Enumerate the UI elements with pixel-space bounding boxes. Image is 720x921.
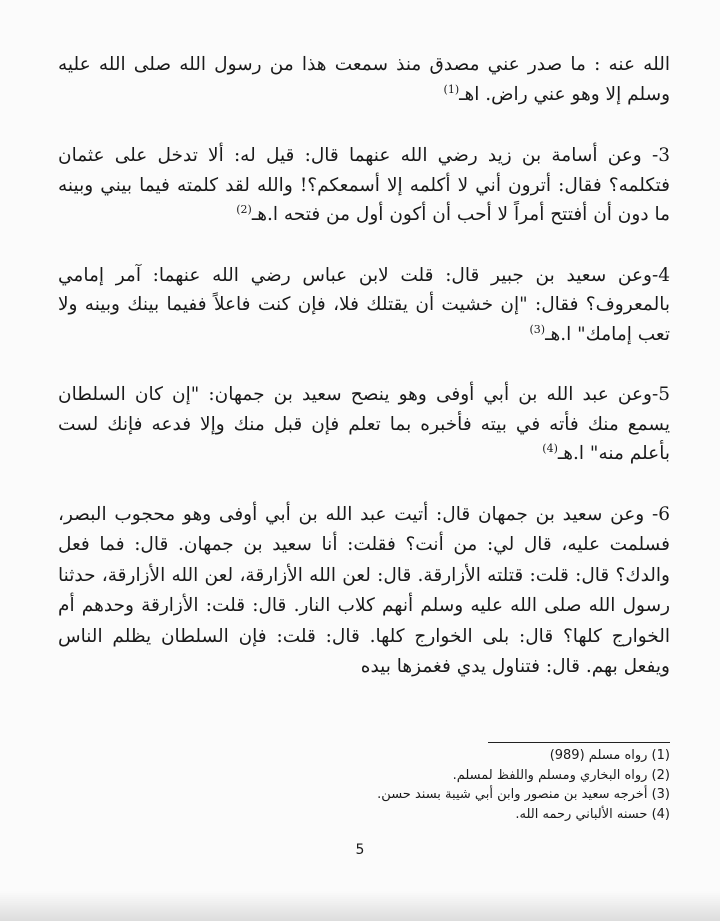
- page-number: 5: [355, 842, 365, 858]
- footnote-ref: (2): [236, 202, 252, 216]
- footnote-divider: [488, 742, 670, 743]
- footnote-ref: (3): [529, 322, 546, 336]
- footnote: (4) حسنه الألباني رحمه الله.: [515, 806, 670, 822]
- paragraph: 3- وعن أسامة بن زيد رضي الله عنهما قال: قيل له: ألا تدخل على عثمان فتكلمه؟ فقال: أترون أني لا أكلمه إلا أسمعكم؟! والله لقد كلمته فيما بيني وبينه ما دون أن أفتتح أمراً لا أحب أن أكون أول من فتحه ا.هـ$^{(2)}$: [58, 145, 670, 225]
- footnotes: [350, 746, 670, 824]
- footnote-ref: (1): [443, 82, 460, 96]
- footnote: (1) رواه مسلم (989): [549, 748, 670, 763]
- paragraph: 4-وعن سعيد بن جبير قال: قلت لابن عباس رضي الله عنهما: آمر إمامي بالمعروف؟ فقال: "إن خشيت أن يقتلك فلا، فإن كنت فاعلاً ففيما بينك وبينه ولا تعب إمامك" ا.هـ$^{(3)}$: [58, 264, 670, 345]
- paragraph: 5-وعن عبد الله بن أبي أوفى وهو ينصح سعيد بن جمهان: "إن كان السلطان يسمع منك فأته في بيته فأخبره بما تعلم فإن قبل منك وإلا فدعه فإنك لست بأعلم منه" ا.هـ$^{(4)}$: [58, 384, 670, 464]
- footnote: (3) أخرجه سعيد بن منصور وابن أبي شيبة بسند حسن.: [377, 787, 670, 802]
- main-text: [58, 50, 670, 683]
- paragraph: الله عنه : ما صدر عني مصدق منذ سمعت هذا من رسول الله صلى الله عليه وسلم إلا وهو عني راض. اهـ$^{(1)}$: [58, 54, 670, 105]
- footnote: (2) رواه البخاري ومسلم واللفظ لمسلم.: [452, 767, 670, 783]
- paragraph: 6- وعن سعيد بن جمهان قال: أتيت عبد الله بن أبي أوفى وهو محجوب البصر، فسلمت عليه، قال لي: من أنت؟ فقلت: أنا سعيد بن جمهان. قال: فما فعل والدك؟ قال: قلت: قتلته الأزارقة. قال: لعن الله الأزارقة، لعن الله الأزارقة، حدثنا رسول الله صلى الله عليه وسلم أنهم كلاب النار. قال: قلت: الأزارقة وحدهم أم الخوارج كلها؟ قال: بلى الخوارج كلها. قال: قلت: فإن السلطان يظلم الناس ويفعل بهم. قال: فتناول يدي فغمزها بيده: [58, 503, 670, 677]
- footnote-ref: (4): [542, 441, 558, 455]
- page-edge-shadow: [0, 891, 720, 921]
